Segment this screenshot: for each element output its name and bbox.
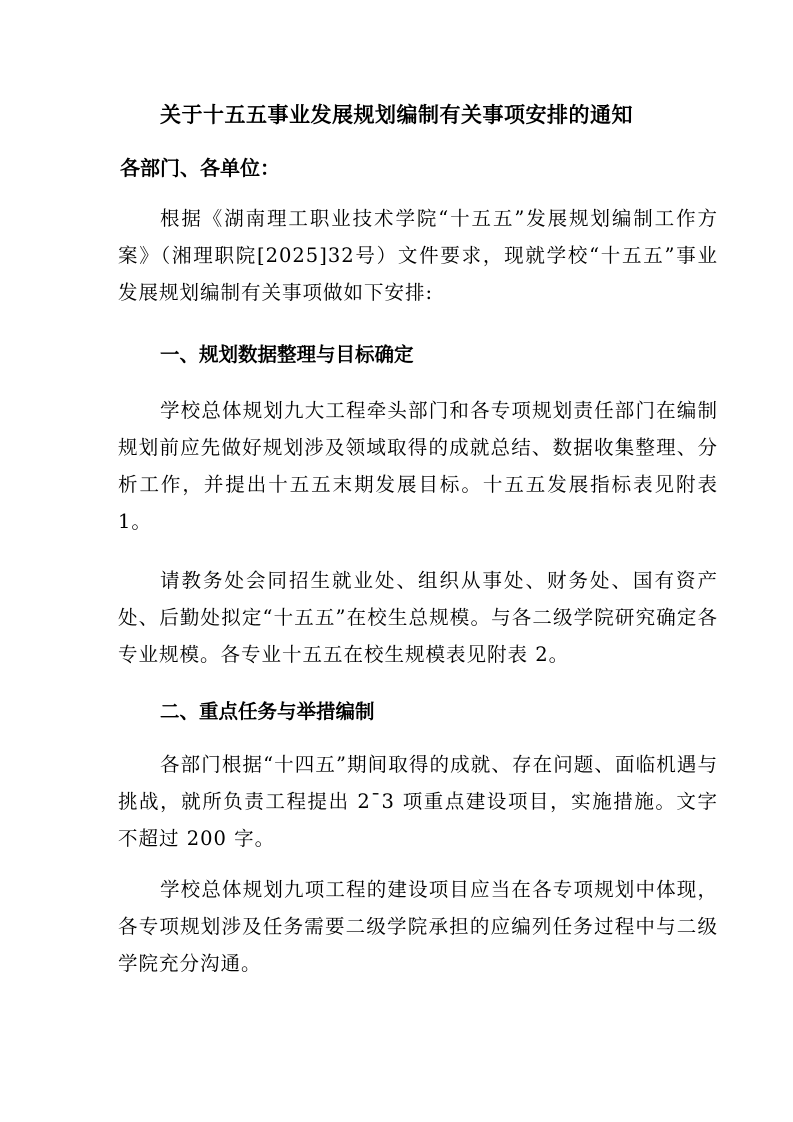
document-title: 关于十五五事业发展规划编制有关事项安排的通知: [160, 103, 633, 127]
section-1-paragraph-1: 学校总体规划九大工程牵头部门和各专项规划责任部门在编制规划前应先做好规划涉及领域取得的成就总结、数据收集整理、分析工作，并提出十五五末期发展目标。十五五发展指标表见附表 1。: [118, 399, 718, 533]
section-2-paragraph-1: 各部门根据“十四五”期间取得的成就、存在问题、面临机遇与挑战，就所负责工程提出 2¯3 项重点建设项目，实施措施。文字不超过 200 字。: [118, 753, 718, 850]
section-heading-2: 二、重点任务与举措编制: [160, 700, 375, 723]
section-2-paragraph-2: 学校总体规划九项工程的建设项目应当在各专项规划中体现，各专项规划涉及任务需要二级学院承担的应编列任务过程中与二级学院充分沟通。: [118, 878, 718, 975]
section-heading-1: 一、规划数据整理与目标确定: [160, 343, 414, 366]
intro-paragraph: 根据《湖南理工职业技术学院“十五五”发展规划编制工作方案》（湘理职院[2025]32号）文件要求，现就学校“十五五”事业发展规划编制有关事项做如下安排:: [118, 207, 718, 304]
salutation: 各部门、各单位：: [120, 156, 280, 180]
section-1-paragraph-2: 请教务处会同招生就业处、组织从事处、财务处、国有资产处、后勤处拟定“十五五”在校生总规模。与各二级学院研究确定各专业规模。各专业十五五在校生规模表见附表 2。: [118, 569, 718, 666]
